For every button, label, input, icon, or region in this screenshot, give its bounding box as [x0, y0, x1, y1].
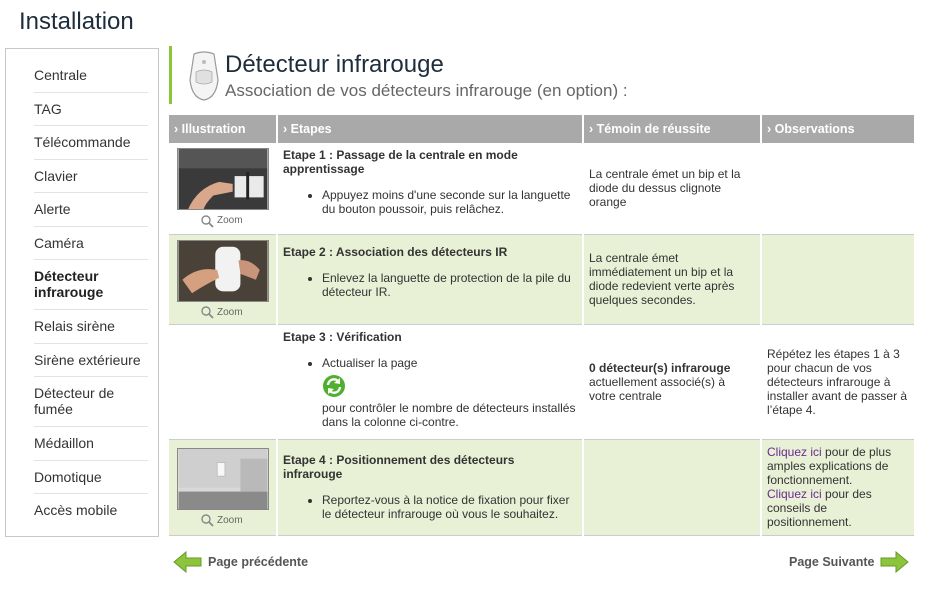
step-cell	[277, 234, 583, 324]
table-row	[169, 324, 914, 439]
sidebar-item-sirene-exterieure[interactable]: Sirène extérieure	[34, 344, 148, 378]
witness-text: actuellement associé(s) à votre centrale	[589, 374, 726, 403]
illustration-cell	[169, 143, 277, 234]
click-here-link-positioning[interactable]: Cliquez ici	[767, 486, 822, 501]
zoom-label: Zoom	[217, 215, 243, 226]
step4-image[interactable]	[177, 448, 269, 510]
sidebar-item-acces-mobile[interactable]: Accès mobile	[34, 502, 118, 518]
step-title: Etape 2 : Association des détecteurs IR	[283, 244, 508, 259]
zoom-link[interactable]	[201, 214, 276, 228]
sidebar-item-alerte[interactable]: Alerte	[34, 193, 148, 227]
zoom-icon	[201, 215, 214, 228]
arrow-right-icon	[879, 551, 909, 573]
sidebar-item-detecteur-infrarouge[interactable]: Détecteur infrarouge	[34, 260, 148, 310]
sidebar-item-tag[interactable]: TAG	[34, 93, 148, 127]
section-title: Détecteur infrarouge	[225, 51, 444, 78]
zoom-icon	[201, 306, 214, 319]
sidebar-item-domotique[interactable]: Domotique	[34, 461, 148, 495]
zoom-label: Zoom	[217, 306, 243, 318]
step-title: Etape 4 : Positionnement des détecteurs infrarouge	[283, 453, 515, 481]
zoom-icon	[201, 514, 214, 527]
col-etapes: › Etapes	[277, 115, 583, 143]
step-cell	[277, 324, 583, 439]
step1-image[interactable]	[177, 148, 269, 210]
zoom-link[interactable]	[201, 306, 276, 320]
main-content	[169, 46, 914, 529]
step-instruction: • Enlevez la languette de protection de la pile du détecteur IR.	[322, 271, 576, 299]
step-instruction: • Reportez-vous à la notice de fixation pour fixer le détecteur infrarouge où vous le souhaitez.	[322, 493, 576, 521]
col-observations: › Observations	[761, 115, 914, 143]
table-row	[169, 234, 914, 324]
step-cell	[277, 439, 583, 535]
illustration-cell	[169, 234, 277, 324]
step-instruction	[322, 356, 576, 429]
steps-table	[169, 115, 914, 536]
refresh-instruction-after: pour contrôler le nombre de détecteurs installés dans la colonne ci-contre.	[322, 400, 576, 429]
witness-cell	[583, 324, 761, 439]
step2-image[interactable]	[177, 240, 269, 302]
sidebar-item-centrale[interactable]: Centrale	[34, 59, 148, 93]
detector-icon	[186, 50, 222, 102]
section-header	[169, 46, 914, 104]
col-temoin: › Témoin de réussite	[583, 115, 761, 143]
observation-cell	[761, 439, 914, 535]
zoom-link[interactable]	[201, 514, 276, 528]
refresh-instruction: Actualiser la page	[322, 355, 418, 370]
sidebar-item-camera[interactable]: Caméra	[34, 227, 148, 261]
step-title: Etape 3 : Vérification	[283, 329, 402, 344]
zoom-label: Zoom	[217, 514, 243, 526]
sidebar-item-detecteur-fumee[interactable]: Détecteur de fumée	[34, 377, 148, 427]
table-header-row	[169, 115, 914, 143]
table-row	[169, 439, 914, 535]
observation-cell: Répétez les étapes 1 à 3 pour chacun de vos détecteurs infrarouge à installer avant de passer à l’étape 4.	[761, 324, 914, 439]
col-illustration: › Illustration	[169, 115, 277, 143]
previous-page-label: Page précédente	[208, 555, 309, 569]
obs-text-1: pour de plus amples explications de fonctionnement.	[767, 444, 892, 487]
step-cell	[277, 143, 583, 234]
sidebar	[5, 48, 159, 537]
page-title: Installation	[19, 8, 134, 35]
sidebar-item-medaillon[interactable]: Médaillon	[34, 427, 148, 461]
illustration-cell	[169, 324, 277, 439]
illustration-cell	[169, 439, 277, 535]
witness-cell	[583, 439, 761, 535]
sidebar-item-clavier[interactable]: Clavier	[34, 160, 148, 194]
section-subtitle: Association de vos détecteurs infrarouge (en option) :	[225, 81, 628, 100]
step-instruction: • Appuyez moins d'une seconde sur la languette du bouton poussoir, puis relâchez.	[322, 188, 576, 216]
witness-cell: La centrale émet immédiatement un bip et la diode redevient verte après quelques secondes.	[583, 234, 761, 324]
sidebar-item-telecommande[interactable]: Télécommande	[34, 126, 148, 160]
witness-cell: La centrale émet un bip et la diode du dessus clignote orange	[583, 143, 761, 234]
detector-count: 0 détecteur(s) infrarouge	[589, 360, 731, 375]
click-here-link-explanations[interactable]: Cliquez ici	[767, 444, 822, 459]
table-row	[169, 143, 914, 234]
refresh-icon[interactable]	[322, 374, 346, 398]
next-page-button[interactable]	[789, 551, 909, 573]
observation-cell	[761, 143, 914, 234]
observation-cell	[761, 234, 914, 324]
sidebar-item-relais-sirene[interactable]: Relais sirène	[34, 310, 148, 344]
next-page-label: Page Suivante	[789, 555, 875, 569]
obs-text-2: pour des conseils de positionnement.	[767, 486, 872, 529]
step-title: Etape 1 : Passage de la centrale en mode apprentissage	[283, 148, 518, 176]
previous-page-button[interactable]	[173, 551, 308, 573]
arrow-left-icon	[173, 551, 203, 573]
